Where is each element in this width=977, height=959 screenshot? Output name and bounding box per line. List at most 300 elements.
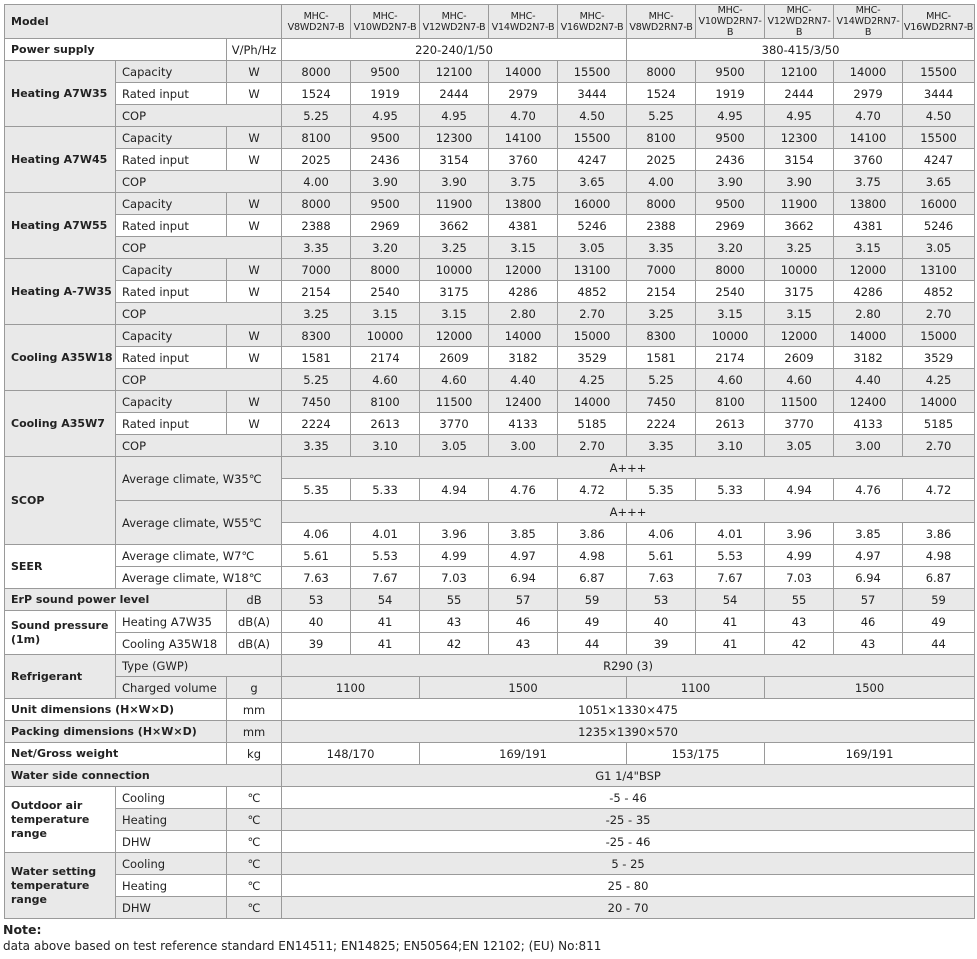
row-label: Charged volume <box>116 677 227 699</box>
value-cell: 3.05 <box>558 237 627 259</box>
value-cell: 14000 <box>903 391 975 413</box>
value-cell: 6.87 <box>903 567 975 589</box>
table-row <box>5 83 975 105</box>
value-cell: 2224 <box>627 413 696 435</box>
unit-cell: W <box>227 391 282 413</box>
value-cell: 4852 <box>903 281 975 303</box>
value-cell: 8000 <box>627 61 696 83</box>
energy-class: A+++ <box>282 501 975 523</box>
value-cell: 2436 <box>351 149 420 171</box>
section-label: SCOP <box>5 457 116 545</box>
value-cell: 12100 <box>765 61 834 83</box>
value-cell: 42 <box>765 633 834 655</box>
value-cell: 3.15 <box>489 237 558 259</box>
value-cell: 9500 <box>351 193 420 215</box>
note-text: data above based on test reference standard EN14511; EN14825; EN50564;EN 12102; (EU) No:811 <box>3 939 602 953</box>
row-label: Rated input <box>116 413 227 435</box>
row-label: Unit dimensions (H×W×D) <box>5 699 227 721</box>
value-cell: 7000 <box>627 259 696 281</box>
row-label: DHW <box>116 897 227 919</box>
value-cell: 3.10 <box>351 435 420 457</box>
value-cell: 3.90 <box>351 171 420 193</box>
row-label: Rated input <box>116 215 227 237</box>
value-cell: 4.60 <box>765 369 834 391</box>
value-cell: 5246 <box>903 215 975 237</box>
value-cell: 14000 <box>489 325 558 347</box>
unit-cell: g <box>227 677 282 699</box>
value-cell: 3.86 <box>558 523 627 545</box>
value-cell: 4.72 <box>903 479 975 501</box>
value-cell: 4381 <box>489 215 558 237</box>
table-row <box>5 765 975 787</box>
value-cell: 3.35 <box>282 237 351 259</box>
row-label: DHW <box>116 831 227 853</box>
row-label: Average climate, W55℃ <box>116 501 282 545</box>
table-row <box>5 303 975 325</box>
row-label: COP <box>116 105 282 127</box>
unit-cell: ℃ <box>227 897 282 919</box>
value-cell: 4247 <box>903 149 975 171</box>
value-cell: 8000 <box>351 259 420 281</box>
value-cell: 16000 <box>558 193 627 215</box>
value-cell: 9500 <box>696 61 765 83</box>
value-cell: 3.96 <box>420 523 489 545</box>
table-row <box>5 325 975 347</box>
value-cell: 7450 <box>282 391 351 413</box>
section-label: Sound pressure (1m) <box>5 611 116 655</box>
row-label: Rated input <box>116 347 227 369</box>
value-cell: 46 <box>834 611 903 633</box>
value-cell: 3182 <box>834 347 903 369</box>
unit-cell: W <box>227 281 282 303</box>
value-cell: 15500 <box>558 127 627 149</box>
value-cell: 169/191 <box>765 743 975 765</box>
value-cell: 16000 <box>903 193 975 215</box>
value-cell: 43 <box>420 611 489 633</box>
value-cell: 4.94 <box>420 479 489 501</box>
value-cell: 2609 <box>765 347 834 369</box>
value-cell: 39 <box>282 633 351 655</box>
row-label: Heating <box>116 875 227 897</box>
value-cell: 2969 <box>696 215 765 237</box>
value-cell: 4.70 <box>489 105 558 127</box>
value-cell: 4.98 <box>558 545 627 567</box>
row-label: Capacity <box>116 391 227 413</box>
value-cell: 1500 <box>765 677 975 699</box>
value-cell: 40 <box>282 611 351 633</box>
value-cell: 11500 <box>420 391 489 413</box>
row-label: Cooling <box>116 787 227 809</box>
value-cell: 14000 <box>558 391 627 413</box>
value-cell: 14100 <box>489 127 558 149</box>
value-cell: 3444 <box>903 83 975 105</box>
value-cell: 3.75 <box>489 171 558 193</box>
value-cell: 3662 <box>765 215 834 237</box>
value-cell: 46 <box>489 611 558 633</box>
value-cell: 10000 <box>765 259 834 281</box>
row-label: Rated input <box>116 83 227 105</box>
value-cell: 2540 <box>351 281 420 303</box>
value-cell: 9500 <box>351 61 420 83</box>
value-cell: 4.76 <box>834 479 903 501</box>
row-label: Capacity <box>116 193 227 215</box>
table-row <box>5 611 975 633</box>
model-header: Model <box>5 5 282 39</box>
unit-cell: ℃ <box>227 809 282 831</box>
row-label: Rated input <box>116 149 227 171</box>
value-cell: 3.65 <box>903 171 975 193</box>
value-cell: 3154 <box>765 149 834 171</box>
value-cell: 3770 <box>420 413 489 435</box>
row-label: Capacity <box>116 61 227 83</box>
value-cell: 5.25 <box>627 369 696 391</box>
value-cell: 11900 <box>765 193 834 215</box>
value-cell: 1919 <box>696 83 765 105</box>
table-row <box>5 127 975 149</box>
unit-cell: mm <box>227 721 282 743</box>
value-cell: 9500 <box>351 127 420 149</box>
value-cell: 10000 <box>696 325 765 347</box>
row-label: Cooling A35W18 <box>116 633 227 655</box>
energy-class: A+++ <box>282 457 975 479</box>
value-cell: 12000 <box>420 325 489 347</box>
table-row <box>5 721 975 743</box>
unit-cell: W <box>227 61 282 83</box>
value-cell: 4.98 <box>903 545 975 567</box>
value-cell: 4286 <box>834 281 903 303</box>
row-label: ErP sound power level <box>5 589 227 611</box>
value-cell: 8000 <box>282 193 351 215</box>
value-cell: 4.60 <box>351 369 420 391</box>
table-row <box>5 5 975 39</box>
value-cell: 4.97 <box>489 545 558 567</box>
value-cell: 2174 <box>696 347 765 369</box>
value-cell: 15500 <box>558 61 627 83</box>
value-cell: 4.99 <box>420 545 489 567</box>
row-label: Average climate, W35℃ <box>116 457 282 501</box>
value-cell: 43 <box>765 611 834 633</box>
value-cell: 2.80 <box>489 303 558 325</box>
value-cell: 3.10 <box>696 435 765 457</box>
value-cell: 4.70 <box>834 105 903 127</box>
value-cell: 2154 <box>627 281 696 303</box>
value-cell: 10000 <box>420 259 489 281</box>
value-cell: 53 <box>282 589 351 611</box>
value-cell: 4852 <box>558 281 627 303</box>
value-cell: -25 - 46 <box>282 831 975 853</box>
table-row <box>5 457 975 479</box>
value-cell: 7.67 <box>696 567 765 589</box>
value-cell: 39 <box>627 633 696 655</box>
value-cell: 3.25 <box>627 303 696 325</box>
section-label: Cooling A35W7 <box>5 391 116 457</box>
value-cell: 5185 <box>558 413 627 435</box>
value-cell: 3.05 <box>420 435 489 457</box>
value-cell: 3.85 <box>489 523 558 545</box>
value-cell: 4.95 <box>765 105 834 127</box>
value-cell: 3.00 <box>834 435 903 457</box>
value-cell: 1100 <box>627 677 765 699</box>
value-cell: 169/191 <box>420 743 627 765</box>
table-row <box>5 347 975 369</box>
value-cell: 57 <box>489 589 558 611</box>
value-cell: 4.97 <box>834 545 903 567</box>
value-cell: 3.20 <box>696 237 765 259</box>
value-cell: 3.15 <box>696 303 765 325</box>
value-cell: 53 <box>627 589 696 611</box>
value-cell: -5 - 46 <box>282 787 975 809</box>
value-cell: 4.95 <box>420 105 489 127</box>
value-cell: 6.94 <box>489 567 558 589</box>
row-label: Average climate, W7℃ <box>116 545 282 567</box>
table-row <box>5 831 975 853</box>
unit-cell: W <box>227 347 282 369</box>
value-cell: 3.90 <box>696 171 765 193</box>
section-label: Heating A7W55 <box>5 193 116 259</box>
value-cell: 7450 <box>627 391 696 413</box>
value-cell: 5.61 <box>282 545 351 567</box>
value-cell: G1 1/4"BSP <box>282 765 975 787</box>
value-cell: 8300 <box>627 325 696 347</box>
model-name: MHC-V12WD2N7-B <box>420 5 489 39</box>
value-cell: 4.50 <box>558 105 627 127</box>
unit-cell: W <box>227 215 282 237</box>
value-cell: 42 <box>420 633 489 655</box>
value-cell: 5.25 <box>282 105 351 127</box>
model-name: MHC-V14WD2N7-B <box>489 5 558 39</box>
value-cell: 3.15 <box>420 303 489 325</box>
value-cell: 3.75 <box>834 171 903 193</box>
section-label: Water setting temperature range <box>5 853 116 919</box>
value-cell: 8100 <box>696 391 765 413</box>
value-cell: 3175 <box>765 281 834 303</box>
unit-cell: W <box>227 259 282 281</box>
note <box>3 922 601 954</box>
value-cell: 5185 <box>903 413 975 435</box>
section-label: SEER <box>5 545 116 589</box>
row-label: COP <box>116 435 282 457</box>
value-cell: 15000 <box>558 325 627 347</box>
value-cell: 49 <box>903 611 975 633</box>
value-cell: 15000 <box>903 325 975 347</box>
unit-cell: dB(A) <box>227 611 282 633</box>
value-cell: 12300 <box>420 127 489 149</box>
model-name: MHC-V10WD2N7-B <box>351 5 420 39</box>
value-cell: 43 <box>834 633 903 655</box>
table-row <box>5 171 975 193</box>
section-label: Refrigerant <box>5 655 116 699</box>
model-name: MHC-V12WD2RN7-B <box>765 5 834 39</box>
value-cell: 3444 <box>558 83 627 105</box>
value-cell: 3.15 <box>834 237 903 259</box>
value-cell: 4.95 <box>351 105 420 127</box>
value-cell: 11500 <box>765 391 834 413</box>
value-cell: 3.05 <box>903 237 975 259</box>
value-cell: 2224 <box>282 413 351 435</box>
value-cell: 3760 <box>834 149 903 171</box>
value-cell: 3.25 <box>765 237 834 259</box>
table-row <box>5 61 975 83</box>
value-cell: 1051×1330×475 <box>282 699 975 721</box>
value-cell: 5.33 <box>351 479 420 501</box>
value-cell: 7.03 <box>420 567 489 589</box>
value-cell: 4.40 <box>489 369 558 391</box>
value-cell: 4.72 <box>558 479 627 501</box>
table-row <box>5 259 975 281</box>
value-cell: 14100 <box>834 127 903 149</box>
table-row <box>5 655 975 677</box>
value-cell: 2436 <box>696 149 765 171</box>
value-cell: 4.25 <box>903 369 975 391</box>
row-label: Capacity <box>116 127 227 149</box>
value-cell: 3.96 <box>765 523 834 545</box>
unit-cell: W <box>227 127 282 149</box>
table-row <box>5 633 975 655</box>
value-cell: 41 <box>696 611 765 633</box>
table-row <box>5 501 975 523</box>
value-cell: 7.63 <box>282 567 351 589</box>
value-cell: 13100 <box>558 259 627 281</box>
value-cell: R290 (3) <box>282 655 975 677</box>
table-row <box>5 281 975 303</box>
value-cell: 3.35 <box>282 435 351 457</box>
row-label: Capacity <box>116 325 227 347</box>
table-row <box>5 369 975 391</box>
value-cell: 380-415/3/50 <box>627 39 975 61</box>
value-cell: 4.60 <box>696 369 765 391</box>
unit-cell: dB(A) <box>227 633 282 655</box>
value-cell: 4.99 <box>765 545 834 567</box>
value-cell: 4.06 <box>627 523 696 545</box>
value-cell: 13800 <box>489 193 558 215</box>
value-cell: 3.05 <box>765 435 834 457</box>
model-name: MHC-V16WD2N7-B <box>558 5 627 39</box>
value-cell: 4.94 <box>765 479 834 501</box>
value-cell: 20 - 70 <box>282 897 975 919</box>
value-cell: 1500 <box>420 677 627 699</box>
value-cell: 2979 <box>489 83 558 105</box>
value-cell: 12400 <box>834 391 903 413</box>
value-cell: 41 <box>351 633 420 655</box>
row-label: COP <box>116 171 282 193</box>
value-cell: 1524 <box>627 83 696 105</box>
row-label: Capacity <box>116 259 227 281</box>
value-cell: 2444 <box>420 83 489 105</box>
table-row <box>5 787 975 809</box>
row-label: Power supply <box>5 39 227 61</box>
value-cell: 3529 <box>903 347 975 369</box>
value-cell: 2174 <box>351 347 420 369</box>
value-cell: 4.01 <box>696 523 765 545</box>
model-name: MHC-V8WD2N7-B <box>282 5 351 39</box>
value-cell: 1235×1390×570 <box>282 721 975 743</box>
value-cell: 4.40 <box>834 369 903 391</box>
table-row <box>5 149 975 171</box>
value-cell: 4.60 <box>420 369 489 391</box>
table-row <box>5 743 975 765</box>
value-cell: 10000 <box>351 325 420 347</box>
value-cell: 5.53 <box>696 545 765 567</box>
value-cell: 8000 <box>282 61 351 83</box>
unit-cell: V/Ph/Hz <box>227 39 282 61</box>
table-row <box>5 391 975 413</box>
value-cell: 4381 <box>834 215 903 237</box>
table-row <box>5 897 975 919</box>
value-cell: 148/170 <box>282 743 420 765</box>
table-row <box>5 545 975 567</box>
section-label: Cooling A35W18 <box>5 325 116 391</box>
value-cell: 4.95 <box>696 105 765 127</box>
value-cell: 11900 <box>420 193 489 215</box>
table-row <box>5 589 975 611</box>
value-cell: 12300 <box>765 127 834 149</box>
value-cell: 2.70 <box>558 303 627 325</box>
value-cell: 4.00 <box>282 171 351 193</box>
value-cell: 1581 <box>282 347 351 369</box>
value-cell: 12000 <box>834 259 903 281</box>
value-cell: 41 <box>696 633 765 655</box>
value-cell: 2388 <box>627 215 696 237</box>
unit-cell: kg <box>227 743 282 765</box>
row-label: Type (GWP) <box>116 655 282 677</box>
value-cell: 4286 <box>489 281 558 303</box>
value-cell: 8000 <box>627 193 696 215</box>
row-label: Heating A7W35 <box>116 611 227 633</box>
unit-cell: W <box>227 413 282 435</box>
value-cell: 44 <box>558 633 627 655</box>
table-row <box>5 875 975 897</box>
value-cell: 7000 <box>282 259 351 281</box>
value-cell: 2388 <box>282 215 351 237</box>
table-row <box>5 237 975 259</box>
value-cell: 12000 <box>489 259 558 281</box>
table-row <box>5 677 975 699</box>
value-cell: 2.80 <box>834 303 903 325</box>
value-cell: 2444 <box>765 83 834 105</box>
value-cell: 13800 <box>834 193 903 215</box>
value-cell: 3175 <box>420 281 489 303</box>
value-cell: 3154 <box>420 149 489 171</box>
value-cell: 12100 <box>420 61 489 83</box>
value-cell: 2.70 <box>903 303 975 325</box>
unit-cell: W <box>227 325 282 347</box>
table-row <box>5 215 975 237</box>
section-label: Heating A7W45 <box>5 127 116 193</box>
value-cell: 55 <box>420 589 489 611</box>
section-label: Outdoor air temperature range <box>5 787 116 853</box>
value-cell: 12000 <box>765 325 834 347</box>
row-label: Rated input <box>116 281 227 303</box>
row-label: Packing dimensions (H×W×D) <box>5 721 227 743</box>
row-label: COP <box>116 303 282 325</box>
value-cell: 3.85 <box>834 523 903 545</box>
row-label: Cooling <box>116 853 227 875</box>
value-cell: 1524 <box>282 83 351 105</box>
value-cell: 5.61 <box>627 545 696 567</box>
value-cell: 59 <box>903 589 975 611</box>
value-cell: 41 <box>351 611 420 633</box>
value-cell: 5.35 <box>627 479 696 501</box>
value-cell: 4.00 <box>627 171 696 193</box>
value-cell: 2979 <box>834 83 903 105</box>
value-cell: 59 <box>558 589 627 611</box>
unit-cell: dB <box>227 589 282 611</box>
value-cell: 25 - 80 <box>282 875 975 897</box>
value-cell: 7.67 <box>351 567 420 589</box>
value-cell: 49 <box>558 611 627 633</box>
unit-cell: W <box>227 83 282 105</box>
value-cell: 2.70 <box>558 435 627 457</box>
